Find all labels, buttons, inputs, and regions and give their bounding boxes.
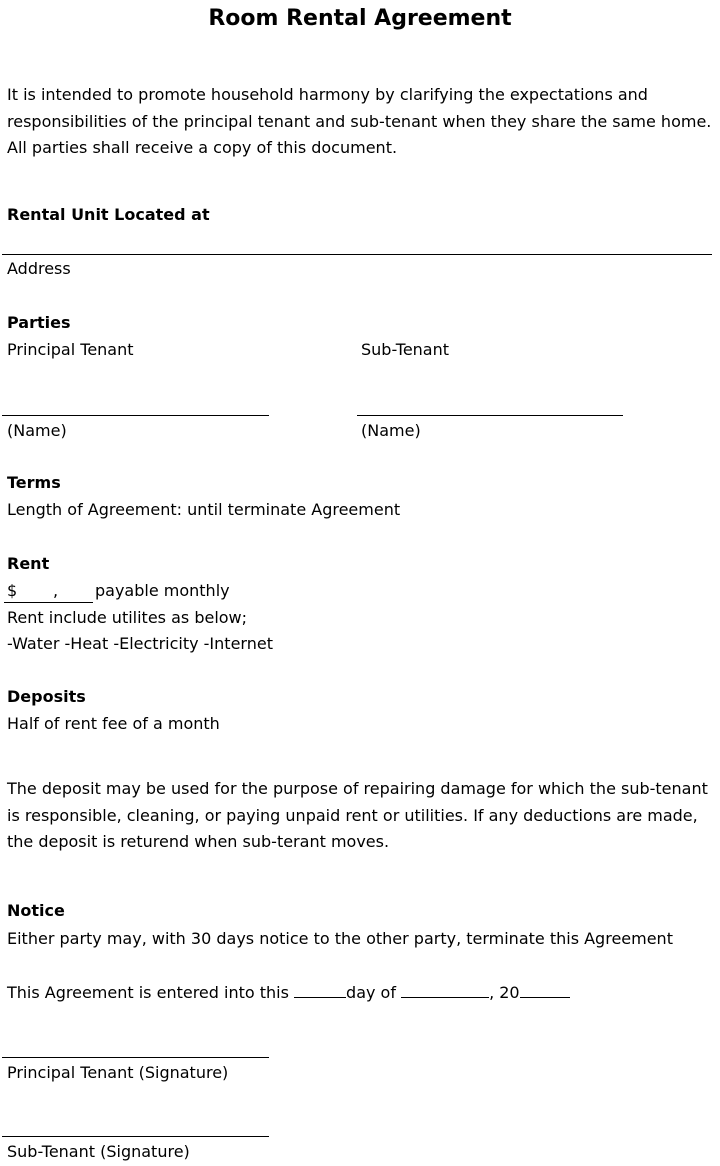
notice-text: Either party may, with 30 days notice to the other party, terminate this Agreement	[7, 929, 673, 948]
deposit-amount-text: Half of rent fee of a month	[7, 714, 220, 733]
principal-name-label: (Name)	[7, 421, 67, 440]
sub-tenant-signature-label: Sub-Tenant (Signature)	[7, 1142, 190, 1161]
intro-paragraph: It is intended to promote household harmony by clarifying the expectations and responsibilities of the principal tenant and sub-tenant when they share the same home. All parties shall receive a copy of this document.	[7, 85, 712, 158]
sub-tenant-label: Sub-Tenant	[361, 340, 450, 359]
day-blank[interactable]	[294, 982, 346, 998]
terms-heading: Terms	[7, 473, 61, 492]
rent-payable-text: payable monthly	[95, 581, 230, 600]
rent-includes-text: Rent include utilites as below;	[7, 608, 248, 627]
parties-heading: Parties	[7, 313, 71, 332]
principal-tenant-label: Principal Tenant	[7, 340, 134, 359]
rent-separator: ,	[53, 581, 59, 600]
principal-signature-line[interactable]	[2, 1057, 269, 1058]
rent-heading: Rent	[7, 554, 50, 573]
address-line[interactable]	[2, 254, 712, 255]
terms-text: Length of Agreement: until terminate Agreement	[7, 500, 401, 519]
address-label: Address	[7, 259, 71, 278]
sub-tenant-signature-line[interactable]	[2, 1136, 269, 1137]
agreement-date-prefix: This Agreement is entered into this	[7, 983, 289, 1002]
year-blank[interactable]	[520, 982, 570, 998]
month-blank[interactable]	[401, 982, 489, 998]
rent-currency: $	[7, 581, 18, 600]
deposits-heading: Deposits	[7, 687, 86, 706]
sub-tenant-name-label: (Name)	[361, 421, 421, 440]
principal-name-line[interactable]	[2, 415, 269, 416]
rent-amount-line[interactable]	[4, 602, 93, 603]
document-title: Room Rental Agreement	[208, 6, 512, 31]
agreement-year-prefix: , 20	[489, 983, 520, 1002]
rental-unit-heading: Rental Unit Located at	[7, 205, 210, 224]
notice-heading: Notice	[7, 901, 65, 920]
agreement-date-line	[7, 982, 570, 1004]
agreement-day-of: day of	[346, 983, 396, 1002]
principal-signature-label: Principal Tenant (Signature)	[7, 1063, 229, 1082]
sub-tenant-name-line[interactable]	[357, 415, 623, 416]
deposit-details-paragraph: The deposit may be used for the purpose of repairing damage for which the sub-tenant is responsible, cleaning, or paying unpaid rent or utilities. If any deductions are made, the deposit is returend when sub-terant moves.	[7, 779, 708, 852]
rent-utilities-list: -Water -Heat -Electricity -Internet	[7, 634, 273, 653]
